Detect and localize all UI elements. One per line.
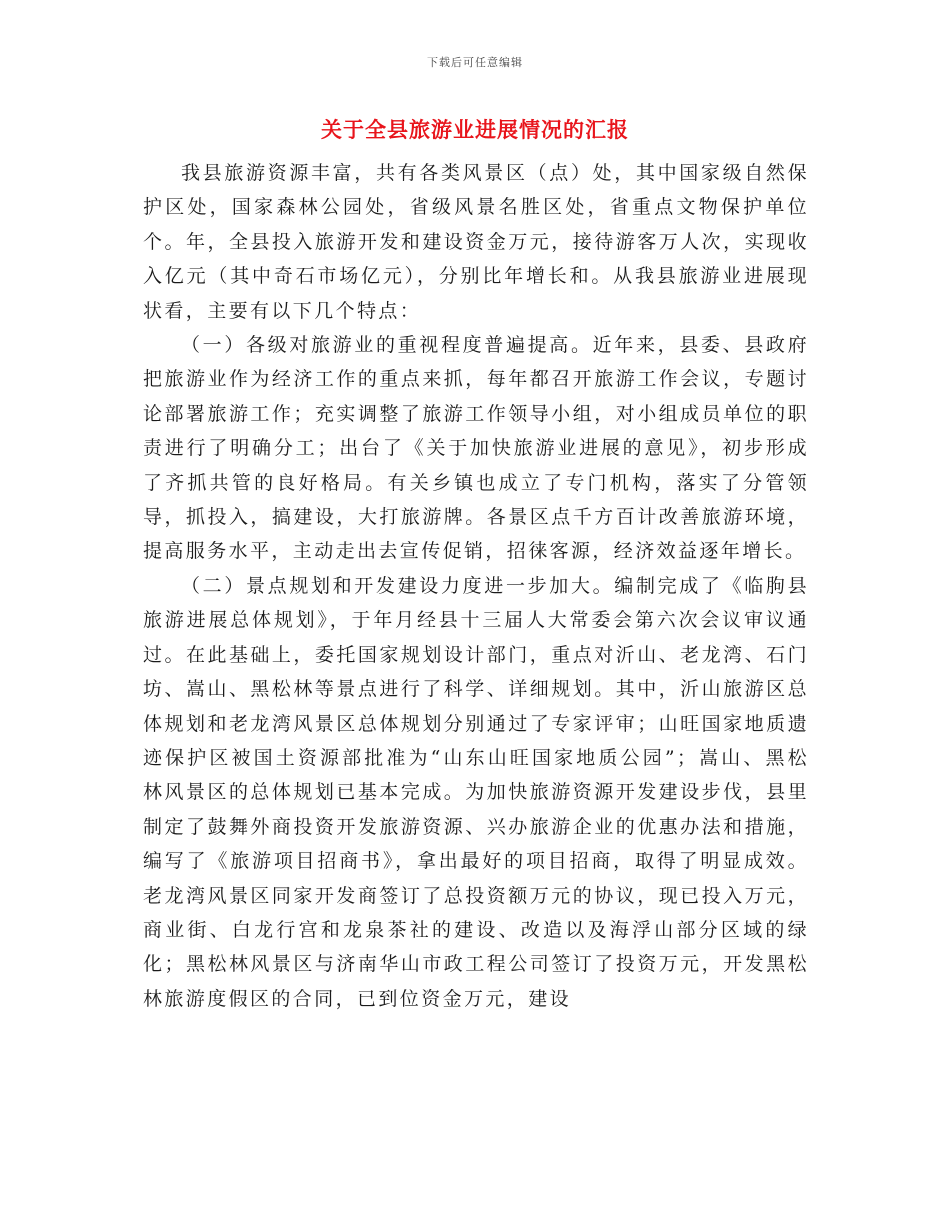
paragraph-section-two: （二）景点规划和开发建设力度进一步加大。编制完成了《临朐县旅游进展总体规划》，于年月经县十三届人大常委会第六次会议审议通过。在此基础上，委托国家规划设计部门，重点对沂山、老龙湾、石门坊、嵩山、黑松林等景点进行了科学、详细规划。其中，沂山旅游区总体规划和老龙湾风景区总体规划分别通过了专家评审；山旺国家地质遗迹保护区被国土资源部批准为“山东山旺国家地质公园”；嵩山、黑松林风景区的总体规划已基本完成。为加快旅游资源开发建设步伐，县里制定了鼓舞外商投资开发旅游资源、兴办旅游企业的优惠办法和措施，编写了《旅游项目招商书》，拿出最好的项目招商，取得了明显成效。老龙湾风景区同家开发商签订了总投资额万元的协议，现已投入万元，商业街、白龙行宫和龙泉茶社的建设、改造以及海浮山部分区域的绿化；黑松林风景区与济南华山市政工程公司签订了投资万元，开发黑松林旅游度假区的合同，已到位资金万元，建设 (143, 574, 809, 1010)
paragraph-section-one: （一）各级对旅游业的重视程度普遍提高。近年来，县委、县政府把旅游业作为经济工作的重点来抓，每年都召开旅游工作会议，专题讨论部署旅游工作；充实调整了旅游工作领导小组，对小组成员单位的职责进行了明确分工；出台了《关于加快旅游业进展的意见》，初步形成了齐抓共管的良好格局。有关乡镇也成立了专门机构，落实了分管领导，抓投入，搞建设，大打旅游牌。各景区点千方百计改善旅游环境，提高服务水平，主动走出去宣传促销，招徕客源，经济效益逐年增长。 (143, 334, 809, 563)
paragraph-intro: 我县旅游资源丰富，共有各类风景区（点）处，其中国家级自然保护区处，国家森林公园处，省级风景名胜区处，省重点文物保护单位个。年，全县投入旅游开发和建设资金万元，接待游客万人次，实现收入亿元（其中奇石市场亿元），分别比年增长和。从我县旅游业进展现状看，主要有以下几个特点： (143, 162, 809, 322)
header-note: 下载后可任意编辑 (427, 56, 523, 69)
document-title: 关于全县旅游业进展情况的汇报 (321, 117, 629, 142)
document-body (143, 156, 809, 1016)
